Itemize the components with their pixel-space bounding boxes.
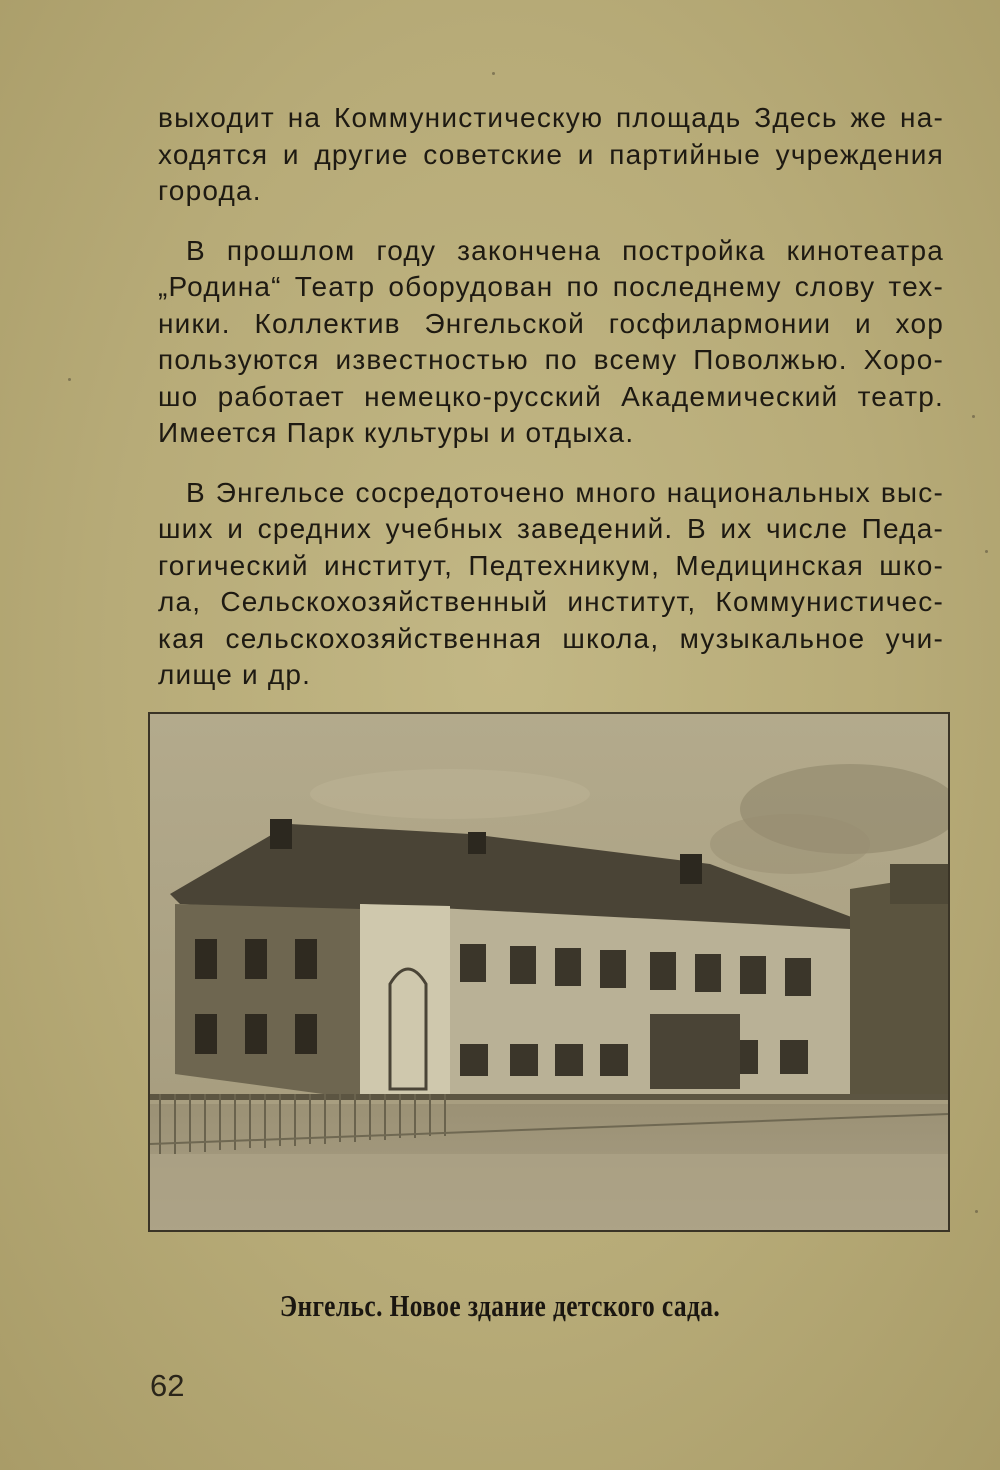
page-number: 62	[150, 1368, 185, 1403]
text-line: ших и средних учебных заведений. В их числе Педа-	[158, 513, 944, 544]
kindergarten-building-photo	[148, 712, 950, 1232]
paper-speck	[492, 72, 495, 75]
text-line: лище и др.	[158, 659, 312, 690]
text-line: пользуются известностью по всему Поволжью. Хоро-	[158, 344, 944, 375]
paper-speck	[68, 378, 71, 381]
paper-speck	[985, 550, 988, 553]
photo-caption: Энгельс. Новое здание детского сада.	[279, 1288, 721, 1323]
text-line: В прошлом году закончена постройка кинотеатра	[186, 234, 944, 266]
paper-speck	[972, 415, 975, 418]
paragraph-3	[158, 475, 944, 694]
paragraph-1	[158, 100, 944, 210]
text-line: города.	[158, 175, 262, 206]
text-line: шо работает немецко-русский Академический театр.	[158, 380, 944, 412]
text-line: ла, Сельскохозяйственный институт, Коммунистичес-	[158, 586, 944, 617]
text-line: выходит на Коммунистическую площадь Здесь же на-	[158, 102, 944, 133]
text-line: ники. Коллектив Энгельской госфилармонии и хор	[158, 307, 944, 339]
text-line: Имеется Парк культуры и отдыха.	[158, 417, 635, 448]
text-line: ходятся и другие советские и партийные учреждения	[158, 138, 944, 170]
paper-speck	[975, 1210, 978, 1213]
paragraph-2	[158, 233, 944, 452]
text-line: гогический институт, Педтехникум, Медицинская шко-	[158, 549, 944, 581]
body-text	[158, 100, 944, 717]
text-line: В Энгельсе сосредоточено много национальных выс-	[186, 476, 944, 508]
text-line: кая сельскохозяйственная школа, музыкальное учи-	[158, 622, 944, 654]
text-line: „Родина“ Театр оборудован по последнему слову тех-	[158, 271, 944, 302]
